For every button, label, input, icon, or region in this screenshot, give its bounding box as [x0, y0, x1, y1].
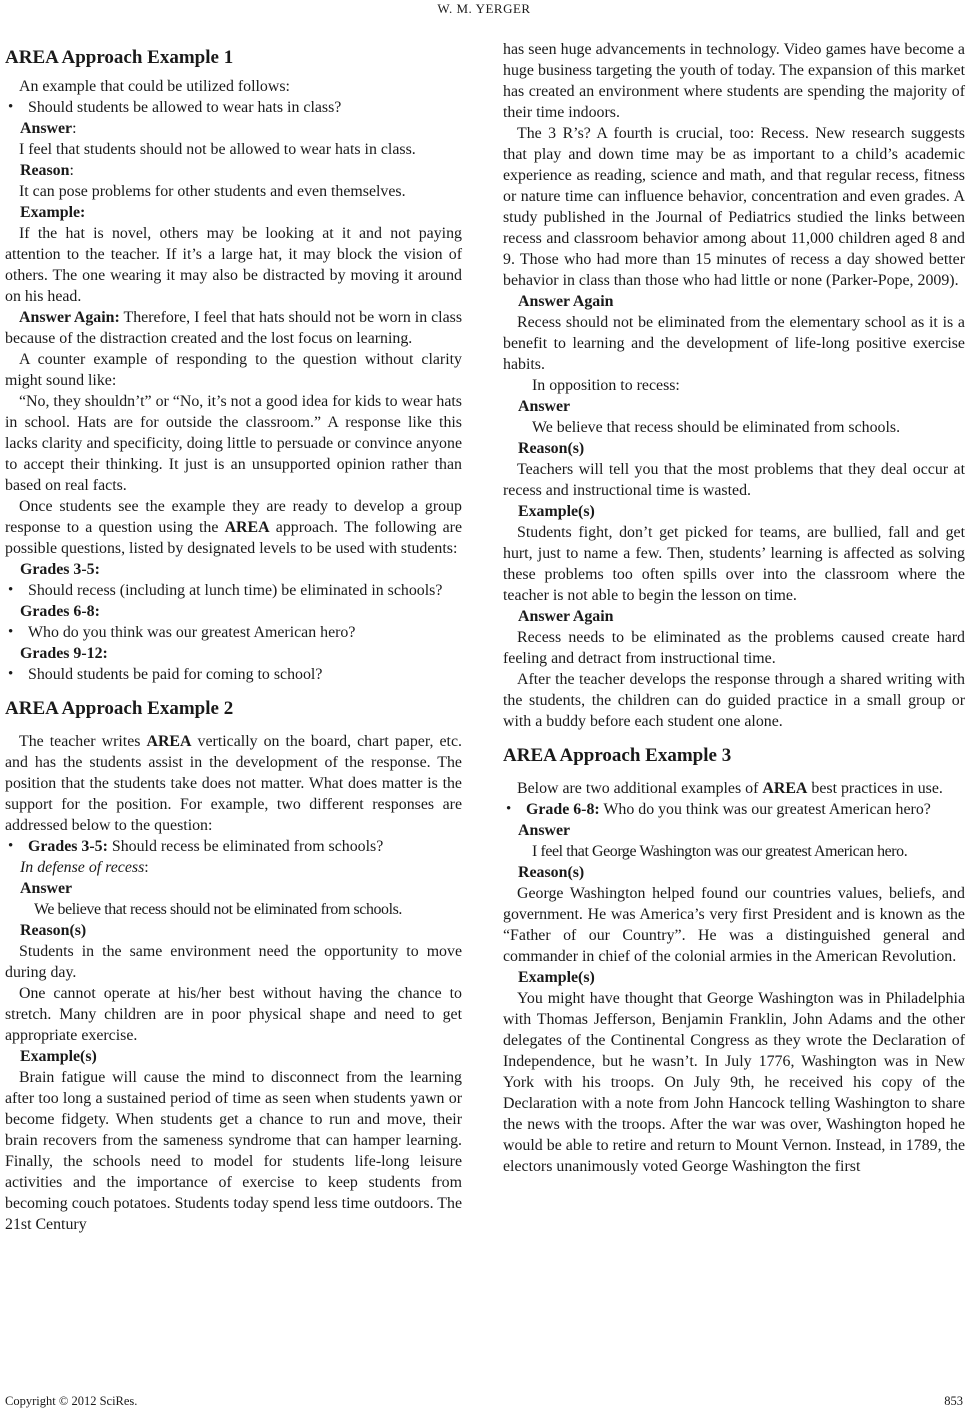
bullet-list — [5, 622, 462, 643]
below-text-bold: AREA — [762, 780, 808, 797]
answer-again-text: Recess needs to be eliminated as the problems caused create hard feeling and detract from instructional time. — [503, 629, 965, 667]
below-text-b: best practices in use. — [811, 780, 943, 797]
opposition-label: In opposition to recess: — [532, 377, 680, 394]
answer-again-label: Answer Again — [518, 608, 614, 625]
defense-label: In defense of recess: — [20, 859, 149, 876]
example-paragraph: Brain fatigue will cause the mind to disconnect from the learning after too long a sustained period of time as seen when students yawn or become fidgety. When students get a chance to run and move, their brain recovers from the sameness syndrome that can hamper learning. Finally, the schools need to model for students life-long leisure activities and the importance of exercise to keep students from becoming couch potatoes. Students today spend less time outdoors. The 21st Century — [5, 1069, 462, 1233]
grades-3-5-label: Grades 3-5: — [20, 561, 100, 578]
answer-text: I feel that George Washington was our greatest American hero. — [532, 843, 908, 860]
answer-label: Answer: — [20, 120, 77, 137]
bullet-bold: Grades 3-5: — [28, 838, 108, 855]
example-text: If the hat is novel, others may be looking at it and not paying attention to the teacher. If it’s a large hat, it may block the vision of others. The one wearing it may also be distracted by moving it around on his head. — [5, 225, 462, 305]
bullet-list — [5, 97, 462, 118]
after-paragraph: After the teacher develops the response through a shared writing with the students, the children can do guided practice in a small group or with a buddy before each student one alone. — [503, 671, 965, 730]
examples-label: Example(s) — [518, 969, 595, 986]
once-text-b: approach. The following are possible questions, listed by designated levels to be used with students: — [5, 519, 463, 557]
teacher-text-bold: AREA — [146, 733, 192, 750]
defense-label-text: In defense of recess — [20, 859, 145, 876]
reasons-label: Reason(s) — [518, 864, 585, 881]
reason-label-text: Reason — [20, 162, 70, 179]
section-heading-example-2: AREA Approach Example 2 — [5, 698, 234, 719]
answer-text: I feel that students should not be allowed to wear hats in class. — [19, 141, 416, 158]
answer-again-text: Therefore, I feel that hats should not be worn in class because of the distraction created and the lost focus on learning. — [5, 309, 463, 347]
paragraph: An example that could be utilized follows: — [19, 78, 290, 95]
once-text-a: Once students see the example they are ready to develop a group response to a question using the — [5, 498, 462, 536]
answer-text: We believe that recess should not be eliminated from schools. — [34, 901, 402, 918]
bullet-item: • Should recess (including at lunch time) be eliminated in schools? — [5, 580, 462, 601]
once-paragraph — [5, 496, 462, 559]
counter-paragraph: A counter example of responding to the question without clarity might sound like: — [5, 351, 462, 389]
below-paragraph — [503, 778, 965, 799]
reason-text: George Washington helped found our countries values, beliefs, and government. He was America’s very first President and is known as the “Father of our Country”. He was a distinguished general and commander in chief of the colonial armies in the American Revolution. — [503, 885, 965, 965]
examples-label: Example(s) — [20, 1048, 97, 1065]
running-head: W. M. YERGER — [437, 1, 531, 16]
answer-label: Answer — [20, 880, 73, 897]
answer-again-label: Answer Again: — [19, 309, 120, 326]
quote-paragraph: “No, they shouldn’t” or “No, it’s not a good idea for kids to wear hats in school. Hats are for outside the classroom.” A response like this lacks clarity and specificity, doing little to persuade or convince anyone to accept their thinking. It just is an unsupported opinion rather than based on real facts. — [5, 393, 462, 494]
teacher-text-a: The teacher writes — [19, 733, 141, 750]
bullet-list — [5, 580, 462, 601]
bullet-item — [5, 836, 462, 857]
answer-text: We believe that recess should be eliminated from schools. — [532, 419, 901, 436]
left-column — [5, 46, 462, 1235]
bullet-list — [5, 664, 462, 685]
continuation-paragraph: has seen huge advancements in technology. Video games have become a huge business targeting the youth of today. The expansion of this market has created an environment where students are spending the majority of their time indoors. — [503, 41, 965, 121]
bullet-bold: Grade 6-8: — [526, 801, 600, 818]
examples-label: Example(s) — [518, 503, 595, 520]
example-text: Students fight, don’t get picked for teams, are bullied, fall and get hurt, just to name a few. Then, students’ learning is affected as solving these problems too often spills over into the classroom where the teacher is not able to begin the lesson on time. — [503, 524, 965, 604]
answer-again-paragraph — [5, 307, 462, 349]
example-label: Example: — [20, 204, 86, 221]
reason-paragraph: Students in the same environment need the opportunity to move during day. — [5, 943, 462, 981]
answer-label: Answer — [518, 822, 571, 839]
bullet-text: Should recess be eliminated from schools? — [111, 838, 384, 855]
copyright-notice: Copyright © 2012 SciRes. — [5, 1394, 138, 1408]
reason-paragraph: One cannot operate at his/her best without having the chance to stretch. Many children are in poor physical shape and need to get appropriate exercise. — [5, 985, 462, 1044]
page-number: 853 — [944, 1394, 963, 1408]
section-heading-example-3: AREA Approach Example 3 — [503, 745, 732, 766]
reasons-label: Reason(s) — [518, 440, 585, 457]
once-text-bold: AREA — [224, 519, 270, 536]
answer-again-label: Answer Again — [518, 293, 614, 310]
answer-label: Answer — [518, 398, 571, 415]
grades-9-12-label: Grades 9-12: — [20, 645, 108, 662]
reason-text: Teachers will tell you that the most problems that they deal occur at recess and instructional time is wasted. — [503, 461, 965, 499]
teacher-paragraph — [5, 731, 462, 836]
bullet-list — [5, 836, 462, 857]
answer-label-text: Answer — [20, 120, 73, 137]
bullet-item: • Who do you think was our greatest American hero? — [5, 622, 462, 643]
reason-text: It can pose problems for other students and even themselves. — [19, 183, 406, 200]
bullet-text: Who do you think was our greatest American hero? — [603, 801, 931, 818]
reasons-label: Reason(s) — [20, 922, 87, 939]
bullet-list — [503, 799, 965, 820]
bullet-item — [503, 799, 965, 820]
teacher-text-b: vertically on the board, chart paper, etc. and has the students assist in the development of the response. The position that the students take does not matter. What does matter is the support for the position. For example, two different responses are addressed below to the question: — [5, 733, 462, 834]
grades-6-8-label: Grades 6-8: — [20, 603, 100, 620]
bullet-item: • Should students be allowed to wear hats in class? — [5, 97, 462, 118]
section-heading-example-1: AREA Approach Example 1 — [5, 47, 234, 68]
reason-label: Reason: — [20, 162, 74, 179]
right-column — [503, 39, 965, 1177]
three-rs-paragraph: The 3 R’s? A fourth is crucial, too: Recess. New research suggests that play and down time may be as important to a child’s academic experience as reading, science and math, and that regular recess, fitness or nature time can influence behavior, concentration and even grades. A study published in the Journal of Pediatrics studied the links between recess and classroom behavior among about 11,000 children aged 8 and 9. Those who had more than 15 minutes of recess a day showed better behavior in class than those who had little or none (Parker-Pope, 2009). — [503, 125, 965, 289]
bullet-item: • Should students be paid for coming to school? — [5, 664, 462, 685]
example-text: You might have thought that George Washington was in Philadelphia with Thomas Jefferson, Benjamin Franklin, John Adams and the other delegates of the Continental Congress as they wrote the Declaration of Independence, but he wasn’t. In July 1776, Washington was in New York with his troops. On July 9th, he received his copy of the Declaration with a note from John Hancock telling Washington to share the news with the troops. After the war was over, Washington hoped he would be able to retire and return to Mount Vernon. Instead, in 1789, the electors unanimously voted George Washington the first — [503, 990, 965, 1175]
below-text-a: Below are two additional examples of — [517, 780, 759, 797]
answer-again-text: Recess should not be eliminated from the elementary school as it is a benefit to learning and the development of life-long positive exercise habits. — [503, 314, 965, 373]
